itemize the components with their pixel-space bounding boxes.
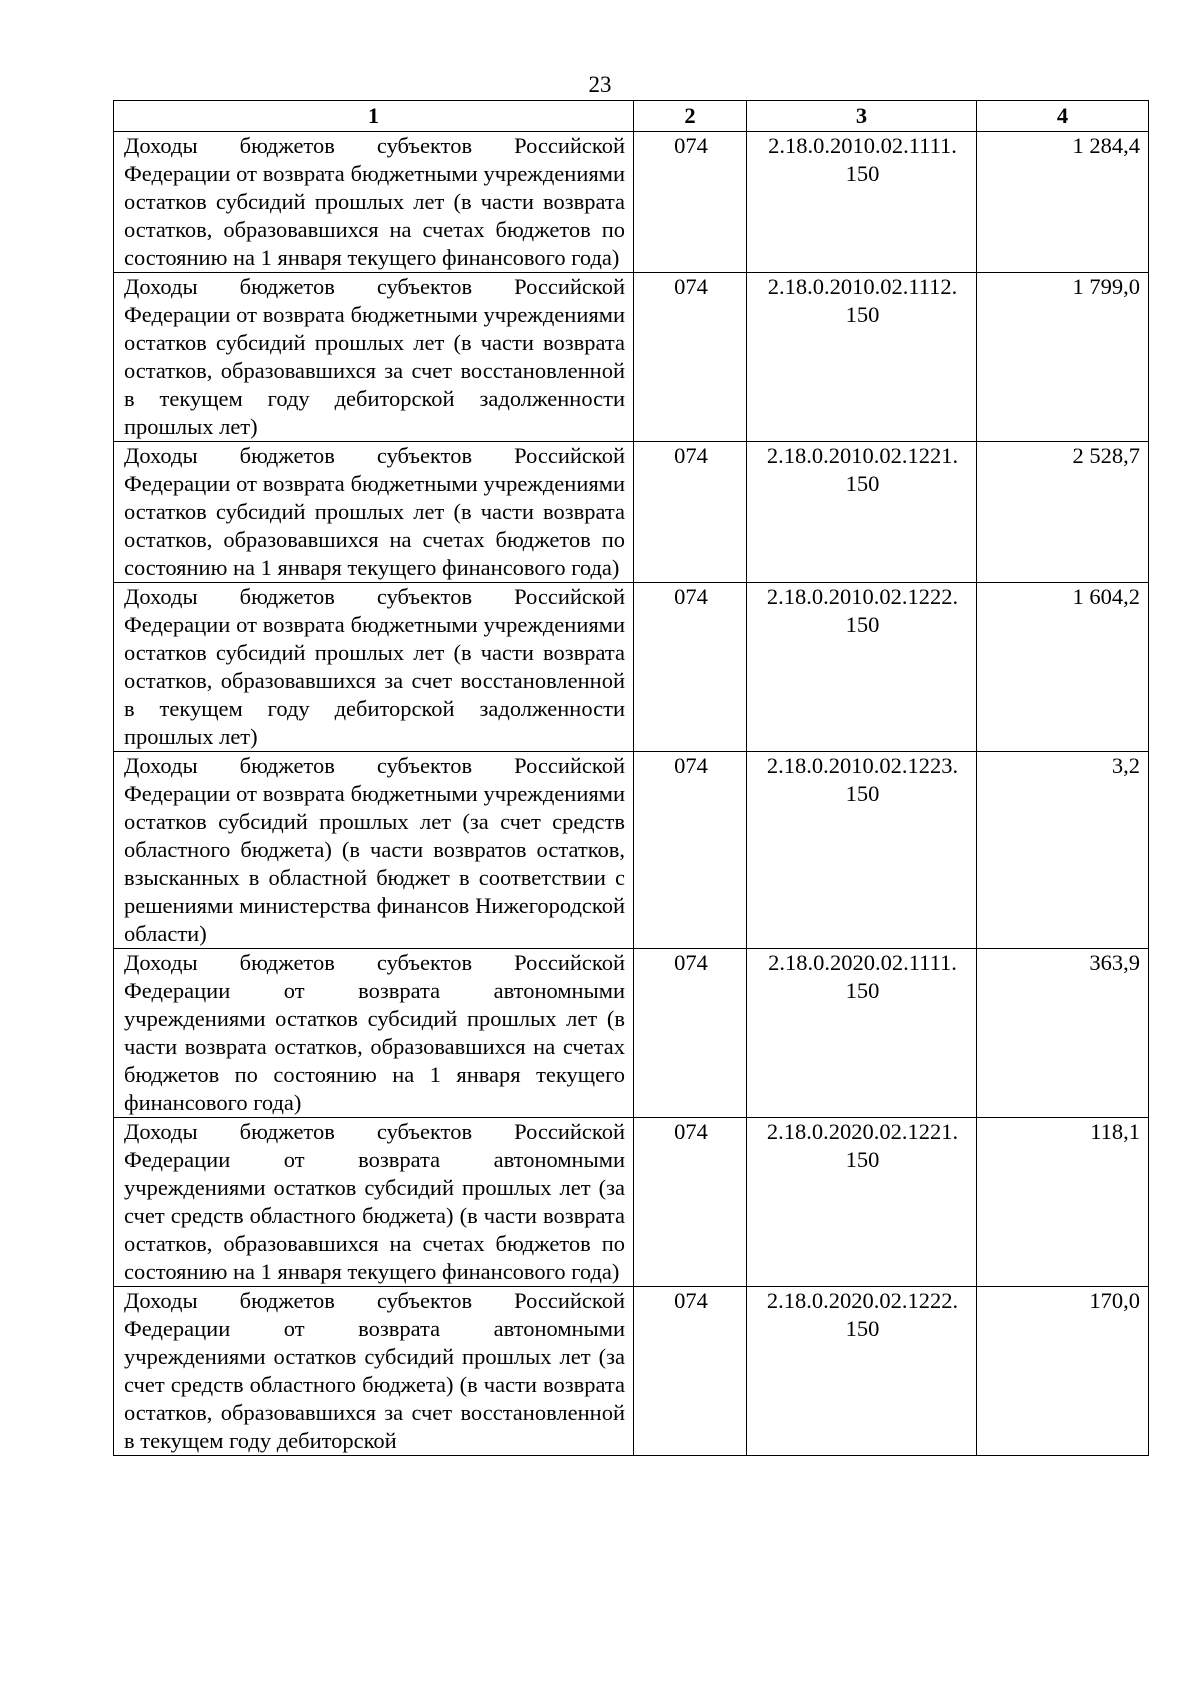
amount: 1 604,2 — [977, 583, 1149, 752]
budget-classification-code — [747, 1287, 977, 1456]
revenue-description: Доходы бюджетов субъектов Российской Федерации от возврата бюджетными учреждениями остатков субсидий прошлых лет (в части возврата остатков, образовавшихся за счет восстановленной в текущем году дебиторской задолженности прошлых лет) — [114, 273, 634, 442]
administrator-code: 074 — [634, 1118, 747, 1287]
table-body — [114, 132, 1149, 1456]
code-line-2: 150 — [845, 781, 880, 806]
administrator-code: 074 — [634, 949, 747, 1118]
revenue-description: Доходы бюджетов субъектов Российской Федерации от возврата автономными учреждениями остатков субсидий прошлых лет (за счет средств областного бюджета) (в части возврата остатков, образовавшихся за счет восстановленной в текущем году дебиторской — [114, 1287, 634, 1456]
revenue-description: Доходы бюджетов субъектов Российской Федерации от возврата бюджетными учреждениями остатков субсидий прошлых лет (за счет средств областного бюджета) (в части возвратов остатков, взысканных в областной бюджет в соответствии с решениями министерства финансов Нижегородской области) — [114, 752, 634, 949]
code-line-2: 150 — [845, 978, 880, 1003]
code-line-2: 150 — [845, 1147, 880, 1172]
code-line-1: 2.18.0.2010.02.1223. — [766, 753, 959, 778]
administrator-code: 074 — [634, 132, 747, 273]
amount: 1 799,0 — [977, 273, 1149, 442]
revenue-description: Доходы бюджетов субъектов Российской Федерации от возврата бюджетными учреждениями остатков субсидий прошлых лет (в части возврата остатков, образовавшихся за счет восстановленной в текущем году дебиторской задолженности прошлых лет) — [114, 583, 634, 752]
administrator-code: 074 — [634, 442, 747, 583]
table-row — [114, 1287, 1149, 1456]
code-line-2: 150 — [845, 1316, 880, 1341]
header-col-4: 4 — [977, 101, 1149, 132]
budget-revenue-table — [113, 100, 1149, 1456]
administrator-code: 074 — [634, 752, 747, 949]
budget-classification-code — [747, 949, 977, 1118]
code-line-1: 2.18.0.2020.02.1111. — [768, 950, 957, 975]
header-col-1: 1 — [114, 101, 634, 132]
code-line-1: 2.18.0.2010.02.1112. — [767, 274, 958, 299]
administrator-code: 074 — [634, 273, 747, 442]
code-line-2: 150 — [845, 471, 880, 496]
budget-classification-code — [747, 1118, 977, 1287]
table-row — [114, 273, 1149, 442]
code-line-1: 2.18.0.2020.02.1222. — [766, 1288, 959, 1313]
page-number: 23 — [588, 72, 612, 97]
amount: 363,9 — [977, 949, 1149, 1118]
table-header — [114, 101, 1149, 132]
code-line-1: 2.18.0.2010.02.1221. — [766, 443, 959, 468]
table-row — [114, 132, 1149, 273]
amount: 170,0 — [977, 1287, 1149, 1456]
code-line-2: 150 — [845, 612, 880, 637]
amount: 1 284,4 — [977, 132, 1149, 273]
code-line-1: 2.18.0.2010.02.1111. — [768, 133, 957, 158]
code-line-1: 2.18.0.2020.02.1221. — [766, 1119, 959, 1144]
administrator-code: 074 — [634, 1287, 747, 1456]
budget-classification-code — [747, 752, 977, 949]
table-row — [114, 442, 1149, 583]
table-row — [114, 583, 1149, 752]
budget-classification-code — [747, 583, 977, 752]
revenue-description: Доходы бюджетов субъектов Российской Федерации от возврата бюджетными учреждениями остатков субсидий прошлых лет (в части возврата остатков, образовавшихся на счетах бюджетов по состоянию на 1 января текущего финансового года) — [114, 132, 634, 273]
header-row — [114, 101, 1149, 132]
header-col-2: 2 — [634, 101, 747, 132]
budget-classification-code — [747, 132, 977, 273]
revenue-description: Доходы бюджетов субъектов Российской Федерации от возврата автономными учреждениями остатков субсидий прошлых лет (в части возврата остатков, образовавшихся на счетах бюджетов по состоянию на 1 января текущего финансового года) — [114, 949, 634, 1118]
code-line-2: 150 — [845, 161, 880, 186]
table-row — [114, 949, 1149, 1118]
budget-classification-code — [747, 273, 977, 442]
table-row — [114, 1118, 1149, 1287]
code-line-2: 150 — [845, 302, 880, 327]
amount: 118,1 — [977, 1118, 1149, 1287]
table-row — [114, 752, 1149, 949]
budget-classification-code — [747, 442, 977, 583]
administrator-code: 074 — [634, 583, 747, 752]
revenue-description: Доходы бюджетов субъектов Российской Федерации от возврата автономными учреждениями остатков субсидий прошлых лет (за счет средств областного бюджета) (в части возврата остатков, образовавшихся на счетах бюджетов по состоянию на 1 января текущего финансового года) — [114, 1118, 634, 1287]
revenue-description: Доходы бюджетов субъектов Российской Федерации от возврата бюджетными учреждениями остатков субсидий прошлых лет (в части возврата остатков, образовавшихся на счетах бюджетов по состоянию на 1 января текущего финансового года) — [114, 442, 634, 583]
amount: 3,2 — [977, 752, 1149, 949]
header-col-3: 3 — [747, 101, 977, 132]
code-line-1: 2.18.0.2010.02.1222. — [766, 584, 959, 609]
amount: 2 528,7 — [977, 442, 1149, 583]
